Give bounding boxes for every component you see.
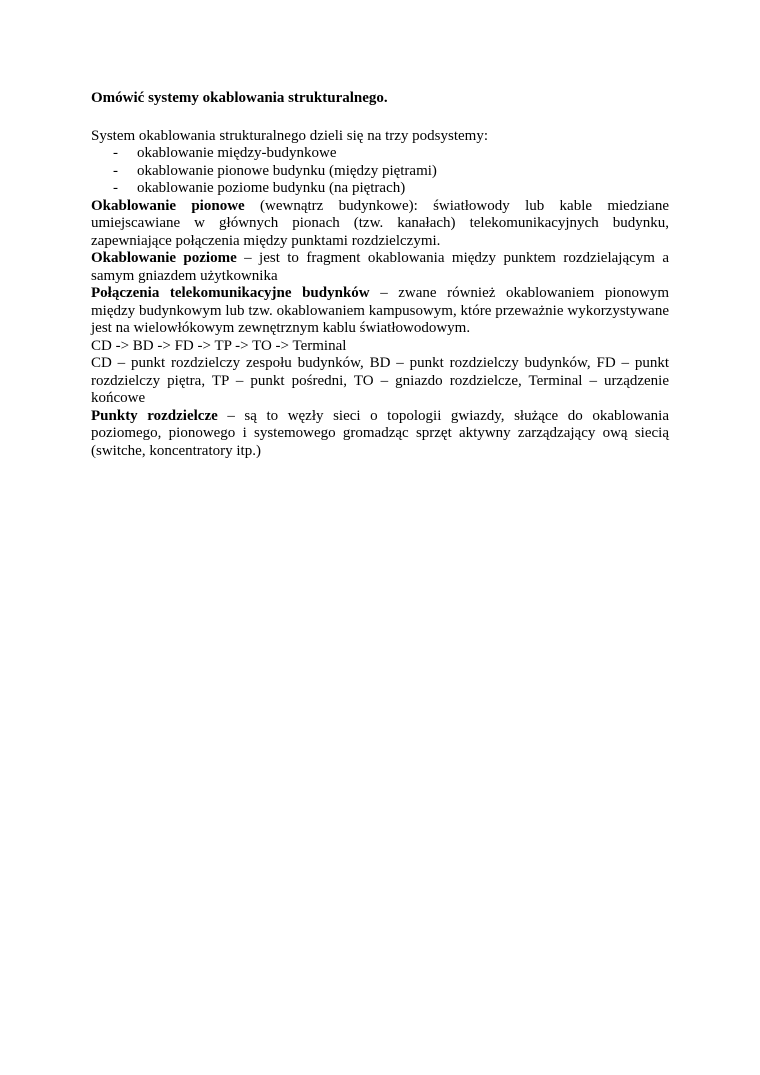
abbreviation-legend: CD – punkt rozdzielczy zespołu budynków, BD – punkt rozdzielczy budynków, FD – punkt rozdzielczy piętra, TP – punkt pośredni, TO – gniazdo rozdzielcze, Terminal – urządzenie końcowe [91,355,669,406]
document-page [91,90,669,460]
list-item [91,145,669,163]
bullet-dash: - [113,162,118,179]
hierarchy-line: CD -> BD -> FD -> TP -> TO -> Terminal [91,337,347,354]
paragraph-building-connections [91,285,669,338]
paragraph-vertical-cabling [91,198,669,251]
document-title: Omówić systemy okablowania strukturalnego. [91,90,388,106]
list-item [91,180,669,198]
paragraph-term: Okablowanie pionowe [91,197,245,214]
list-item [91,163,669,181]
list-item-text: okablowanie między-budynkowe [137,145,337,161]
list-item-text: okablowanie pionowe budynku (między piętrami) [137,162,437,179]
paragraph-term: Punkty rozdzielcze [91,407,218,424]
paragraph-term: Okablowanie poziome [91,250,237,266]
paragraph-text: – są to węzły sieci o topologii gwiazdy, służące do okablowania poziomego, pionowego i systemowego gromadząc sprzęt aktywny zarządzający ową siecią (switche, koncentratory itp.) [91,407,669,459]
paragraph-text: – zwane również okablowaniem pionowym między budynkowym lub tzw. okablowaniem kampusowym, które przeważnie wykorzystywane jest na wielowłókowym zewnętrznym kablu światłowodowym. [91,285,670,336]
bullet-dash: - [113,180,118,196]
intro-text: System okablowania strukturalnego dzieli się na trzy podsystemy: [91,127,489,144]
paragraph-text: – jest to fragment okablowania między punktem rozdzielającym a samym gniazdem użytkownika [91,250,669,284]
bullet-dash: - [113,145,118,161]
paragraph-horizontal-cabling [91,250,669,285]
list-item-text: okablowanie poziome budynku (na piętrach) [137,180,406,196]
paragraph-term: Połączenia telekomunikacyjne budynków [91,285,370,301]
paragraph-text: (wewnątrz budynkowe): światłowody lub kable miedziane umiejscawiane w głównych pionach (tzw. kanałach) telekomunikacyjnych budynku, zapewniające połączenia między punktami rozdzielczymi. [91,197,669,249]
paragraph-distribution-points [91,408,669,461]
subsystem-list [91,145,669,198]
